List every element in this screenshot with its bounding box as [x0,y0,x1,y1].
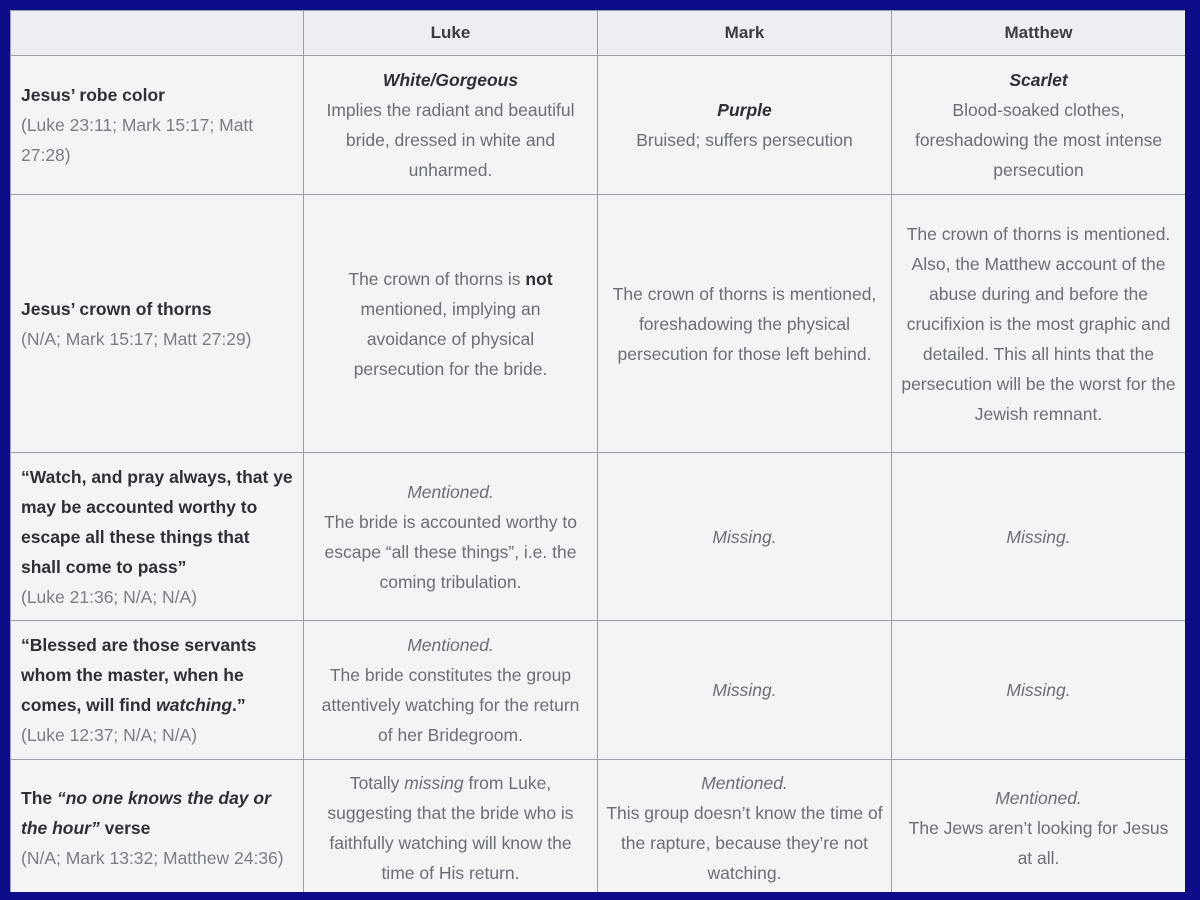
row-label-italic: watching [156,695,233,715]
table-row-watch-and-pray [11,453,1186,621]
comparison-table-frame [10,10,1185,892]
matthew-cell [892,56,1186,195]
row-label-cell [11,195,304,453]
cell-text: The crown of thorns is mentioned. Also, the Matthew account of the abuse during and before the crucifixion is the most graphic and detailed. This all hints that the persecution will be the worst for the Jewish remnant. [901,223,1176,424]
matthew-cell [892,195,1186,453]
row-label: “Watch, and pray always, that ye may be accounted worthy to escape all these things that shall come to pass” [21,466,293,577]
mark-cell [598,621,892,760]
luke-cell [304,453,598,621]
row-reference: (N/A; Mark 15:17; Matt 27:29) [21,328,252,349]
row-reference: (Luke 23:11; Mark 15:17; Matt 27:28) [21,115,254,165]
header-mark: Mark [598,11,892,56]
row-label-post: .” [232,695,246,715]
mark-cell [598,760,892,893]
cell-status: Missing. [712,526,777,547]
cell-title: Scarlet [1009,70,1068,90]
cell-text: The crown of thorns is mentioned, foreshadowing the physical persecution for those left behind. [612,283,877,364]
row-label-pre: The [21,788,57,808]
cell-text: Bruised; suffers persecution [636,130,853,150]
cell-text-italic: missing [404,773,464,793]
cell-text: Blood-soaked clothes, foreshadowing the most intense persecution [914,100,1163,180]
row-label [21,630,293,720]
row-label: Jesus’ robe color [21,85,165,105]
row-reference: (N/A; Mark 13:32; Matthew 24:36) [21,848,284,868]
luke-cell [304,760,598,893]
cell-title: White/Gorgeous [382,70,519,90]
cell-status: Missing. [712,680,777,700]
mark-cell [598,453,892,621]
row-label [21,783,293,843]
cell-text: Implies the radiant and beautiful bride, dressed in white and unharmed. [326,100,575,180]
matthew-cell [892,760,1186,893]
luke-cell [304,56,598,195]
cell-text-post: mentioned, implying an avoidance of physical persecution for the bride. [353,298,548,379]
table-row-blessed-servants [11,621,1186,760]
table-row-crown-of-thorns [11,195,1186,453]
row-label: Jesus’ crown of thorns [21,298,212,319]
row-label-pre: “Blessed are those servants whom the master, when he comes, will find [21,635,257,715]
header-row [11,11,1186,56]
row-label-cell [11,621,304,760]
cell-text: The bride is accounted worthy to escape “all these things”, i.e. the coming tribulation. [324,511,577,592]
cell-status: Missing. [1006,526,1071,547]
header-matthew: Matthew [892,11,1186,56]
row-label-italic: “no one knows the day or the hour” [21,788,271,838]
row-reference: (Luke 12:37; N/A; N/A) [21,725,198,745]
mark-cell [598,56,892,195]
cell-text-post: from Luke, suggesting that the bride who is faithfully watching will know the time of His return. [327,773,574,883]
header-empty-cell [11,11,304,56]
row-label-cell [11,453,304,621]
cell-status: Mentioned. [407,635,494,655]
matthew-cell [892,621,1186,760]
cell-title: Purple [717,100,772,120]
cell-text-pre: The crown of thorns is [348,268,526,289]
cell-text-pre: Totally [349,773,405,793]
luke-cell [304,195,598,453]
mark-cell [598,195,892,453]
cell-status: Mentioned. [701,773,788,793]
gospel-comparison-table [10,10,1185,892]
cell-status: Mentioned. [407,481,494,502]
header-luke: Luke [304,11,598,56]
row-reference: (Luke 21:36; N/A; N/A) [21,586,198,607]
table-row-robe-color [11,56,1186,195]
cell-text: This group doesn’t know the time of the rapture, because they’re not watching. [606,803,883,883]
cell-text-bold: not [525,268,553,289]
cell-status: Mentioned. [995,788,1082,808]
cell-text: The bride constitutes the group attentively watching for the return of her Bridegroom. [321,665,580,745]
row-label-cell [11,56,304,195]
row-label-cell [11,760,304,893]
cell-status: Missing. [1006,680,1071,700]
cell-text: The Jews aren’t looking for Jesus at all. [908,818,1169,868]
row-label-post: verse [99,818,151,838]
luke-cell [304,621,598,760]
table-row-day-or-hour [11,760,1186,893]
matthew-cell [892,453,1186,621]
